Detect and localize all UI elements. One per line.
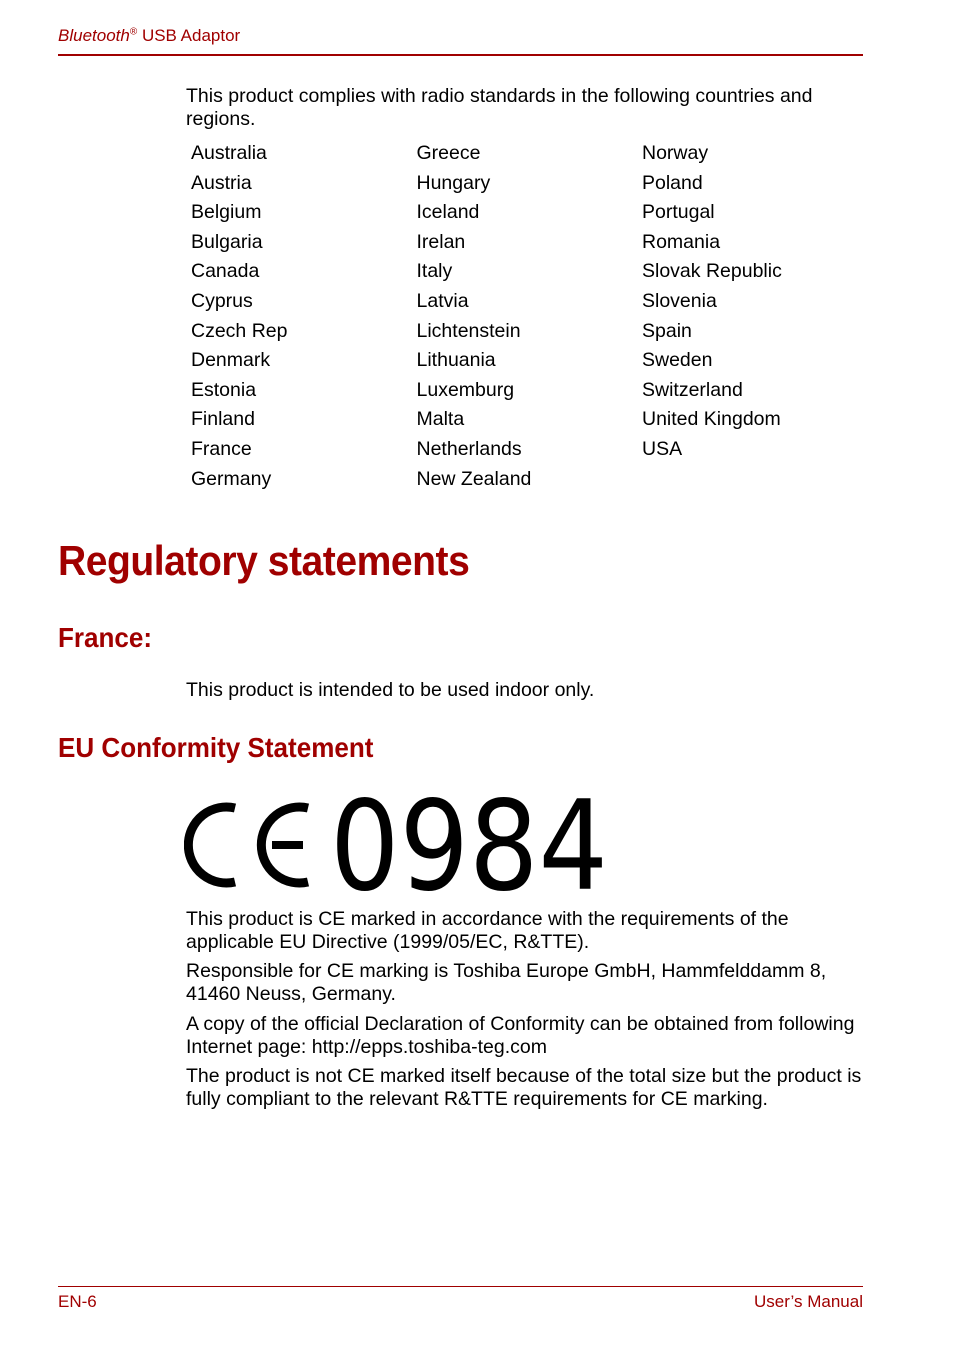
registered-mark: ® [129,26,138,38]
manual-name: User’s Manual [754,1292,863,1311]
intro-paragraph: This product complies with radio standards in the following countries and regions. [186,85,813,130]
country-item: France [191,437,252,460]
running-header [58,26,863,56]
country-column-1 [191,139,417,494]
eu-paragraph: This product is CE marked in accordance with the requirements of the applicable EU Directive (1999/05/EC, R&TTE). [186,908,789,953]
country-item: Netherlands [416,437,522,460]
country-item: Slovak Republic [642,260,782,283]
country-item: Italy [416,260,453,283]
country-item: Lichtenstein [416,319,521,342]
france-heading: France: [58,622,153,653]
country-item: Canada [191,260,260,283]
country-item: Australia [191,142,267,164]
country-item: Switzerland [642,378,743,401]
country-item: Irelan [416,230,466,253]
country-item: Poland [642,171,703,194]
header-product: USB Adaptor [137,26,241,45]
country-item: Latvia [416,289,469,312]
country-item: Slovenia [642,289,717,312]
country-item: Denmark [191,349,271,372]
eu-paragraph: Responsible for CE marking is Toshiba Europe GmbH, Hammfelddamm 8, 41460 Neuss, Germany. [186,960,827,1005]
country-item: Norway [642,142,709,164]
country-item: Malta [416,408,465,431]
country-item: Romania [642,230,721,253]
header-brand: Bluetooth [58,26,130,45]
country-item: Belgium [191,201,262,224]
country-item: Czech Rep [191,319,288,342]
page-number: EN-6 [58,1292,97,1311]
ce-notified-body-number: 0984 [330,792,608,902]
ce-mark-icon [184,792,624,902]
country-item: Hungary [416,171,491,194]
country-item: Cyprus [191,289,253,312]
country-item: Spain [642,319,692,342]
country-item: Finland [191,408,255,431]
country-item: New Zealand [416,467,532,490]
eu-heading: EU Conformity Statement [58,732,374,763]
country-item: Iceland [416,201,480,224]
country-item: Greece [416,142,481,164]
country-item: Estonia [191,378,257,401]
eu-paragraph: The product is not CE marked itself because of the total size but the product is fully compliant to the relevant R&TTE requirements for CE marking. [186,1065,862,1110]
country-item: United Kingdom [642,408,781,431]
country-list [191,139,871,494]
country-item: Lithuania [416,349,496,372]
running-footer [58,1286,863,1312]
country-item: Austria [191,171,252,194]
section-title: Regulatory statements [58,537,470,584]
eu-paragraph: A copy of the official Declaration of Conformity can be obtained from following Internet page: http://epps.toshiba-teg.com [186,1013,855,1058]
country-item: Portugal [642,201,715,224]
country-item: Germany [191,467,272,490]
country-item: Sweden [642,349,713,372]
country-item: Luxemburg [416,378,515,401]
country-column-3 [642,139,868,494]
country-item: USA [642,437,683,460]
country-item: Bulgaria [191,230,263,253]
france-text: This product is intended to be used indoor only. [186,679,595,701]
country-column-2 [417,139,643,494]
